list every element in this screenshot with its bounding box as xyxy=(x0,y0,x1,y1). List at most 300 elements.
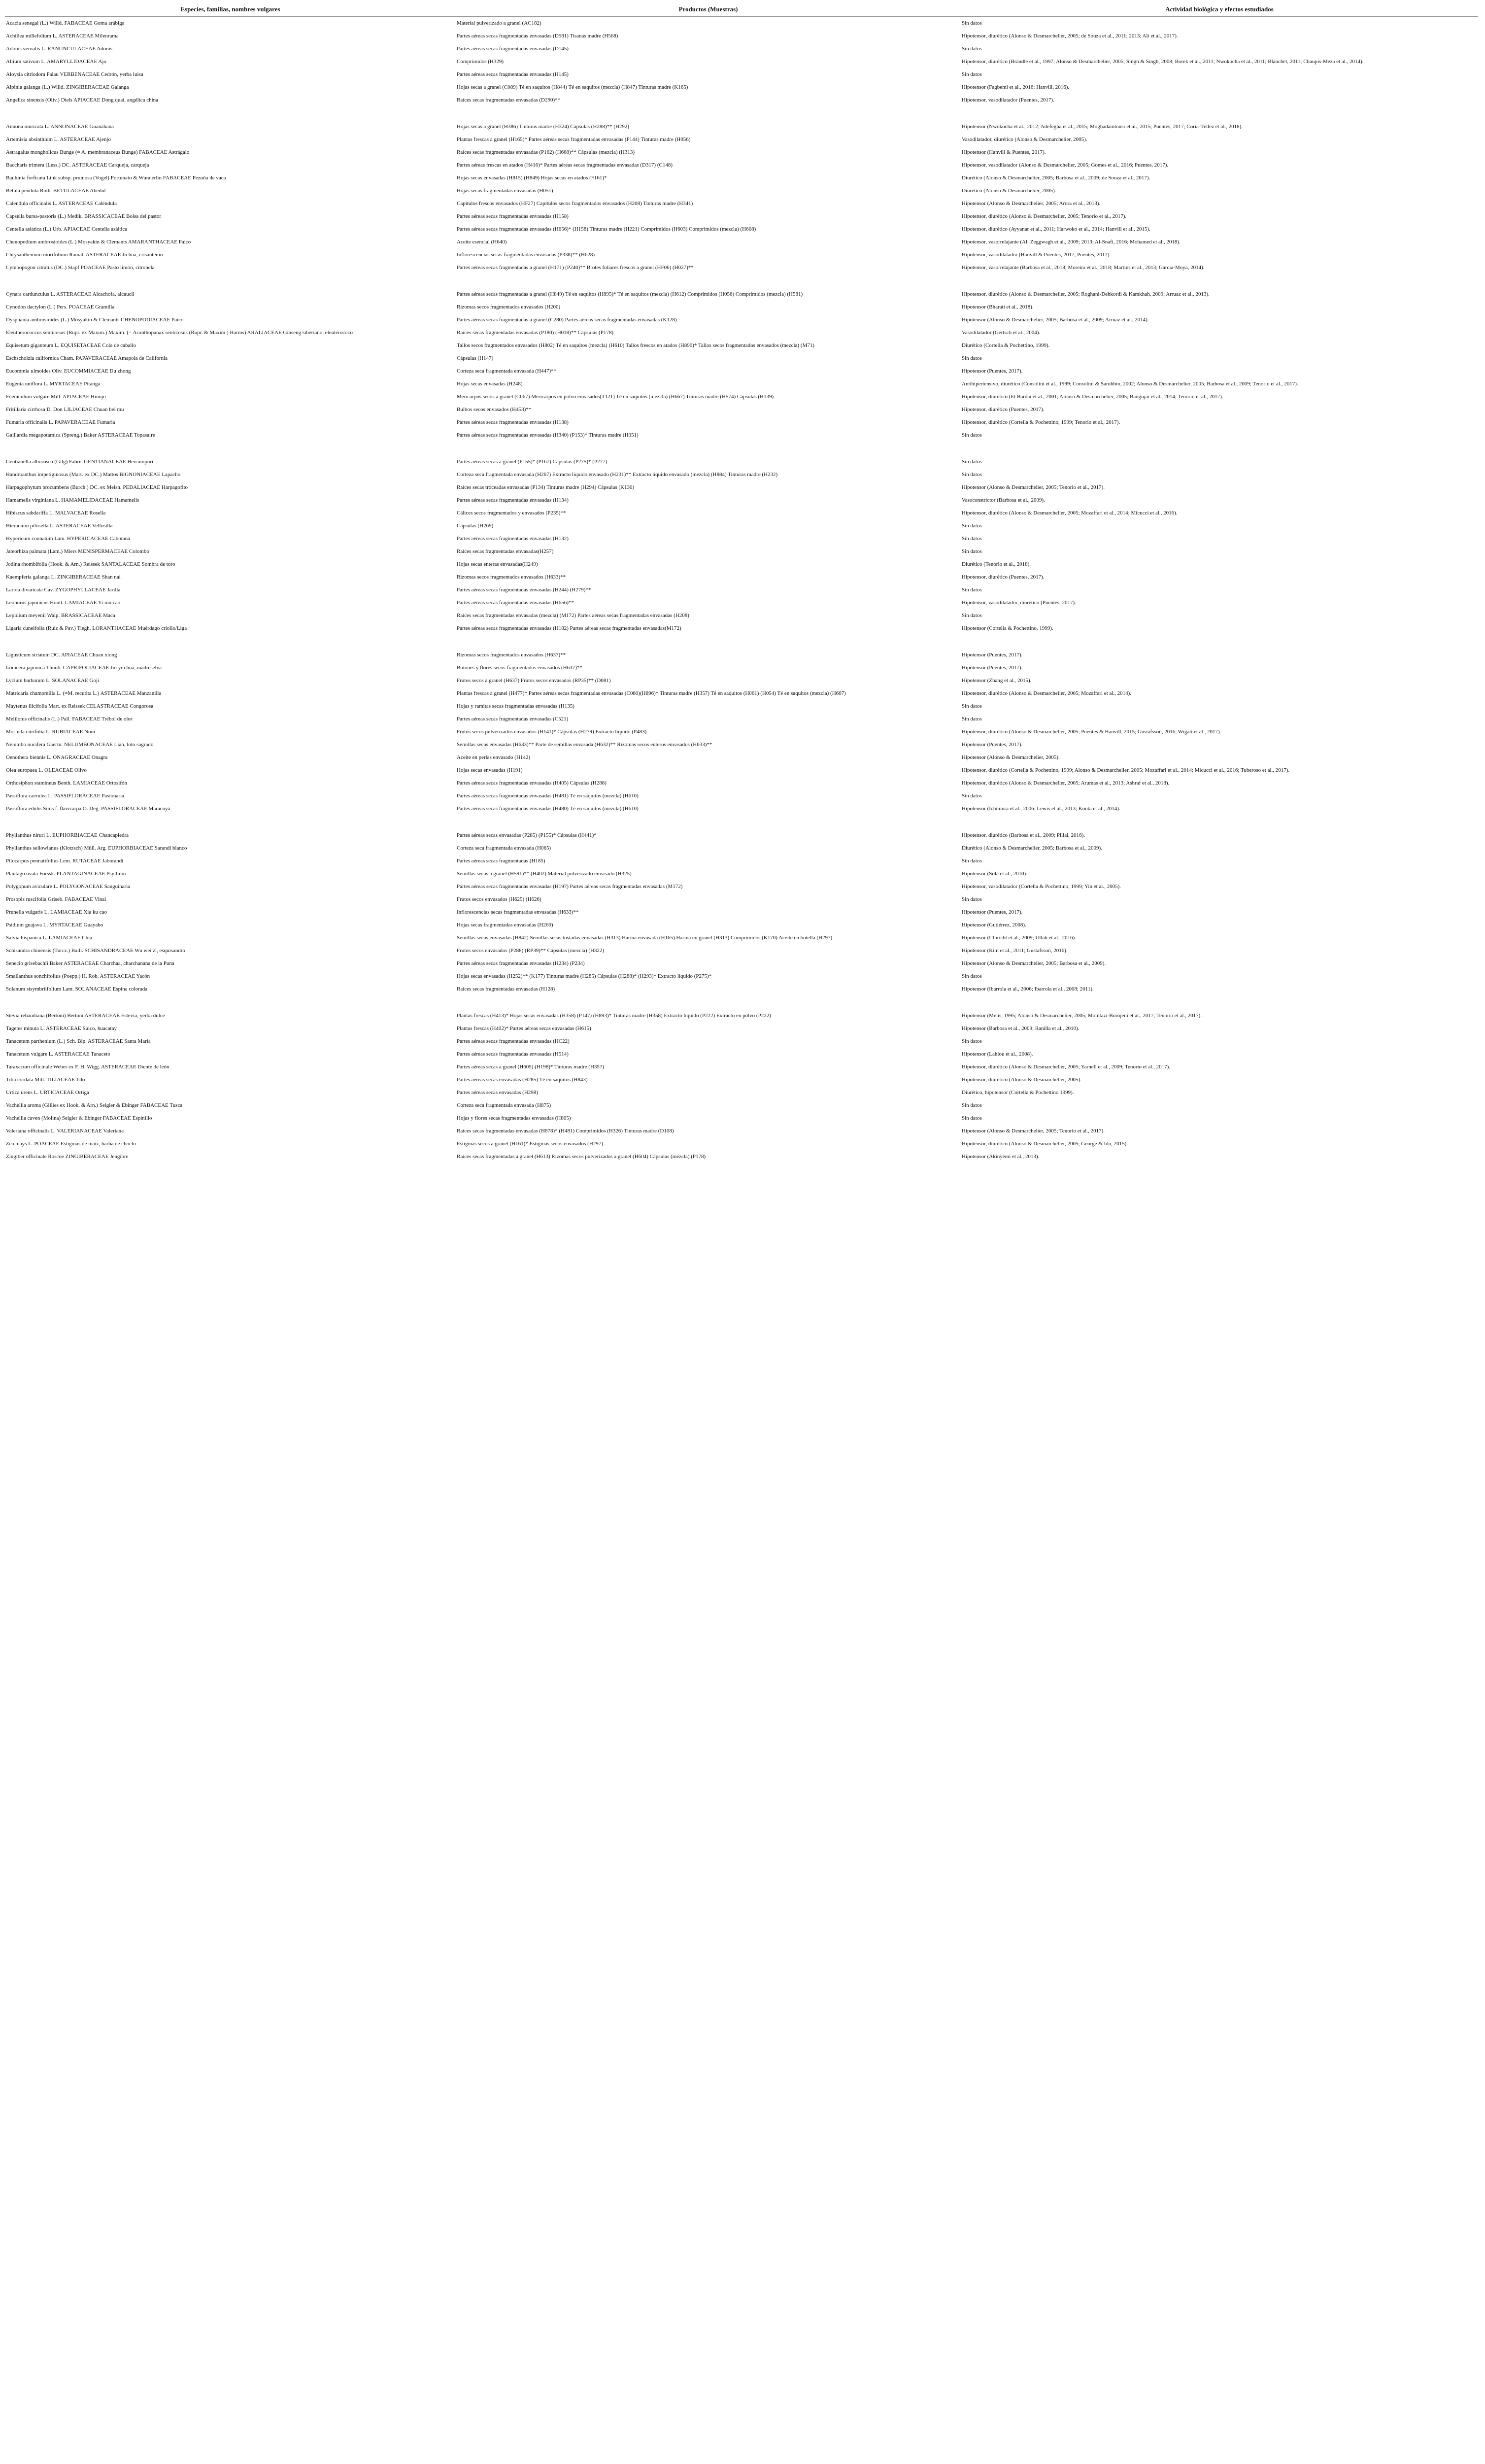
activity-cell: Vasodilatador, diurético (Alonso & Desmarchelier, 2005). xyxy=(962,137,1087,142)
products-cell: Partes aéreas secas fragmentadas a granel (C280) Partes aéreas secas fragmentadas envasadas (K128) xyxy=(457,317,677,323)
species-cell: Gaillardia megapotamica (Spreng.) Baker ASTERACEAE Topasaire xyxy=(6,432,155,438)
species-cell: Lycium barbarum L. SOLANACEAE Goji xyxy=(6,678,100,684)
activity-cell: Hipotensor (Zhang et al., 2015). xyxy=(962,678,1032,684)
table-row xyxy=(5,365,1478,377)
activity-cell: Sin datos xyxy=(962,1115,982,1121)
table-row xyxy=(5,120,1478,133)
products-cell: Partes aéreas frescas en atados (H416)* Partes aéreas secas fragmentadas envasadas (D317) (C148) xyxy=(457,162,673,168)
table-row xyxy=(5,416,1478,429)
products-cell: Frutos secos a granel (H637) Frutos secos envasados (RP35)** (D081) xyxy=(457,678,611,684)
spacer-cell xyxy=(5,995,1478,1009)
table-row xyxy=(5,802,1478,815)
products-cell: Semillas secas envasadas (H842) Semillas secas tostadas envasadas (H313) Harina envasada (H165) Harina en granel (H313) Comprimidos (K170) Aceite en botella (H297) xyxy=(457,935,833,941)
products-cell: Hojas secas envasadas (H191) xyxy=(457,767,523,773)
species-cell: Eschscholzia californica Cham. PAPAVERACEAE Amapola de California xyxy=(6,355,168,361)
products-cell: Partes aéreas secas fragmentadas envasadas (H340) (P153)* Tinturas madre (H051) xyxy=(457,432,639,438)
activity-cell: Hipotensor (Nwokocha et al., 2012; Adefegha et al., 2015; Moghadamtousi et al., 2015; Puentes, 2017; Coria-Téllez et al., 2018). xyxy=(962,124,1243,130)
activity-cell: Hipotensor, diurético (Puentes, 2017). xyxy=(962,574,1045,580)
table-row xyxy=(5,596,1478,609)
activity-cell: Sin datos xyxy=(962,793,982,799)
species-table xyxy=(5,4,1478,1163)
products-cell: Partes aéreas secas envasadas (P285) (P155)* Cápsulas (H441)* xyxy=(457,832,597,838)
products-cell: Partes aéreas secas fragmentadas envasadas (H158) xyxy=(457,213,569,219)
products-cell: Corteza seca fragmentada envasada (H065) xyxy=(457,845,551,851)
species-cell: Morinda citrifolia L. RUBIACEAE Noni xyxy=(6,729,96,735)
activity-cell: Sin datos xyxy=(962,716,982,722)
activity-cell: Sin datos xyxy=(962,20,982,26)
table-row xyxy=(5,223,1478,236)
activity-cell: Hipotensor, diurético (Cortella & Pochettino, 1999; Alonso & Desmarchelier, 2005; Mozaffari et al., 2014; Micucci et al., 2016; Tuberoso et al., 2017). xyxy=(962,767,1290,773)
species-cell: Dysphania ambrosioides (L.) Mosyakin & Clemants CHENOPODIACEAE Paico xyxy=(6,317,184,323)
species-cell: Eucommia ulmoides Oliv. EUCOMMIACEAE Du zhong xyxy=(6,368,131,374)
activity-cell: Hipotensor, diurético (Alonso & Desmarchelier, 2005). xyxy=(962,1077,1081,1083)
species-cell: Gentianella alborosea (Gilg) Fabris GENTIANACEAE Hercampuri xyxy=(6,459,154,465)
products-cell: Partes aéreas secas fragmentadas envasadas (D581) Tisanas madre (H568) xyxy=(457,33,618,39)
table-row xyxy=(5,931,1478,944)
products-cell: Partes aéreas secas fragmentadas envasadas (H182) Partes aéreas secas fragmentadas envasadas(M172) xyxy=(457,625,681,631)
species-cell: Leonurus japonicus Houtt. LAMIACEAE Yi mu cao xyxy=(6,600,121,606)
table-row xyxy=(5,725,1478,738)
table-row xyxy=(5,558,1478,571)
products-cell: Inflorescencias secas fragmentadas envasadas (P338)** (H628) xyxy=(457,252,595,258)
table-row xyxy=(5,983,1478,995)
table-row xyxy=(5,390,1478,403)
products-cell: Rizomas secos fragmentados envasados (H633)** xyxy=(457,574,566,580)
species-cell: Nelumbo nucifera Gaertn. NELUMBONACEAE Lian, loto sagrado xyxy=(6,742,154,748)
activity-cell: Hipotensor (Puentes, 2017). xyxy=(962,652,1023,658)
activity-cell: Hipotensor (Hanvill & Puentes, 2017). xyxy=(962,149,1046,155)
species-cell: Prosopis ruscifolia Griseb. FABACEAE Vinal xyxy=(6,896,106,902)
products-cell: Partes aéreas secas fragmentadas envasadas (D145) xyxy=(457,46,569,52)
products-cell: Frutos secos envasados (P288) (RP39)** Cápsulas (mezcla) (H322) xyxy=(457,948,605,954)
activity-cell: Hipotensor, diurético (Ayyanar et al., 2011; Harwoko et al., 2014; Hanvill et al., 2015). xyxy=(962,226,1150,232)
activity-cell: Hipotensor (Lahlou et al., 2008). xyxy=(962,1051,1033,1057)
species-cell: Orthosiphon stamineus Benth. LAMIACEAE Ortosifón xyxy=(6,780,127,786)
activity-cell: Hipotensor, vasodilatador (Cortella & Pochettino, 1999; Yin et al., 2005). xyxy=(962,884,1121,890)
products-cell: Raíces secas troceadas envasadas (P134) Tinturas madre (H294) Cápsulas (K130) xyxy=(457,484,635,490)
table-row xyxy=(5,468,1478,481)
table-row xyxy=(5,17,1478,30)
table-row xyxy=(5,1022,1478,1035)
table-row xyxy=(5,352,1478,365)
activity-cell: Hipotensor, diurético (Cortella & Pochettino, 1999; Tenorio et al., 2017). xyxy=(962,419,1120,425)
table-row xyxy=(5,751,1478,764)
species-cell: Vachellia aroma (Gillies ex Hook. & Arn.) Seigler & Ebinger FABACEAE Tusca xyxy=(6,1102,183,1108)
species-cell: Tilia cordata Mill. TILIACEAE Tilo xyxy=(6,1077,85,1083)
activity-cell: Hipotensor, diurético (Alonso & Desmarchelier, 2005; Tenorio et al., 2017). xyxy=(962,213,1127,219)
table-row xyxy=(5,789,1478,802)
activity-cell: Sin datos xyxy=(962,459,982,465)
activity-cell: Hipotensor (Ulbricht et al., 2009; Ullah et al., 2016). xyxy=(962,935,1076,941)
activity-cell: Hipotensor (Melis, 1995; Alonso & Desmarchelier, 2005; Momtazi-Borojeni et al., 2017; Tenorio et al., 2017). xyxy=(962,1013,1202,1019)
activity-cell: Sin datos xyxy=(962,613,982,618)
products-cell: Partes aéreas secas fragmentadas a granel (H171) (P240)** Brotes foliares frescos a granel (HF06) (H027)** xyxy=(457,265,694,271)
table-row xyxy=(5,842,1478,855)
products-cell: Capítulos frescos envasados (HF27) Capítulos secos fragmentados envasados (H208) Tinturas madre (H341) xyxy=(457,201,693,206)
species-cell: Salvia hispanica L. LAMIACEAE Chía xyxy=(6,935,93,941)
header-row xyxy=(5,4,1478,17)
products-cell: Partes aéreas secas fragmentadas envasadas (H480) Té en saquitos (mezcla) (H610) xyxy=(457,806,639,812)
table-row xyxy=(5,893,1478,906)
products-cell: Estigmas secos a granel (H161)* Estigmas secos envasados (H297) xyxy=(457,1141,603,1147)
activity-cell: Sin datos xyxy=(962,355,982,361)
spacer-cell xyxy=(5,106,1478,120)
products-cell: Hojas secas enteras envasadas(H249) xyxy=(457,561,538,567)
spacer-cell xyxy=(5,815,1478,829)
products-cell: Partes aéreas secas fragmentadas envasadas (C521) xyxy=(457,716,569,722)
activity-cell: Sin datos xyxy=(962,703,982,709)
products-cell: Partes aéreas secas fragmentadas a granel (H849) Té en saquitos (H895)* Té en saquitos (mezcla) (H612) Comprimidos (H056) Comprimidos (mezcla) (H581) xyxy=(457,291,803,297)
table-row xyxy=(5,236,1478,248)
table-row xyxy=(5,1009,1478,1022)
activity-cell: Hipotensor (Kim et al., 2011; Gustafsson, 2016). xyxy=(962,948,1068,954)
activity-cell: Hipotensor (Alonso & Desmarchelier, 2005; Tenorio et al., 2017). xyxy=(962,1128,1105,1134)
activity-cell: Sin datos xyxy=(962,71,982,77)
table-row xyxy=(5,1061,1478,1073)
species-cell: Tagetes minuta L. ASTERACEAE Suico, huacatay xyxy=(6,1026,117,1031)
products-cell: Partes aéreas secas fragmentadas envasadas (H244) (H279)** xyxy=(457,587,591,593)
activity-cell: Hipotensor, vasodilatador (Puentes, 2017). xyxy=(962,97,1054,103)
species-cell: Olea europaea L. OLEACEAE Olivo xyxy=(6,767,87,773)
species-cell: Passiflora caerulea L. PASSIFLORACEAE Pasionaria xyxy=(6,793,125,799)
activity-cell: Vasodilatador (Gertsch et al., 2004). xyxy=(962,330,1041,336)
table-row xyxy=(5,429,1478,442)
species-cell: Kaempferia galanga L. ZINGIBERACEAE Shan nai xyxy=(6,574,121,580)
species-cell: Passiflora edulis Sims f. flavicarpa O. Deg. PASSIFLORACEAE Maracuyá xyxy=(6,806,170,812)
table-row xyxy=(5,197,1478,210)
species-cell: Hibiscus sabdariffa L. MALVACEAE Rosella xyxy=(6,510,106,516)
products-cell: Hojas y flores secas fragmentadas envasadas (H805) xyxy=(457,1115,571,1121)
activity-cell: Hipotensor, diurético (Alonso & Desmarchelier, 2005; Arumas et al., 2013; Ashraf et al., 2018). xyxy=(962,780,1170,786)
activity-cell: Sin datos xyxy=(962,896,982,902)
species-cell: Ligaria cuneifolia (Ruiz & Pav.) Tiegh. LORANTHACEAE Muérdago criollo/Liga xyxy=(6,625,187,631)
species-cell: Solanum sisymbriifolium Lam. SOLANACEAE Espina colorada xyxy=(6,986,148,992)
species-cell: Acacia senegal (L.) Willd. FABACEAE Goma arábiga xyxy=(6,20,125,26)
products-cell: Hojas secas envasadas (H252)** (K177) Tinturas madre (H285) Cápsulas (H288)* (H293)* Extracto líquido (P275)* xyxy=(457,973,712,979)
table-row xyxy=(5,1048,1478,1061)
activity-cell: Hipotensor (Alonso & Desmarchelier, 2005; Barbosa et al., 2009; Arruaz et al., 2014). xyxy=(962,317,1149,323)
species-cell: Adonis vernalis L. RANUNCULACEAE Adonis xyxy=(6,46,113,52)
table-row xyxy=(5,738,1478,751)
activity-cell: Sin datos xyxy=(962,548,982,554)
activity-cell: Hipotensor (Puentes, 2017). xyxy=(962,368,1023,374)
products-cell: Partes aéreas secas envasadas (H285) Té en saquitos (H843) xyxy=(457,1077,588,1083)
species-cell: Ligusticum striatum DC. APIACEAE Chuan xiong xyxy=(6,652,117,658)
header-activity: Actividad biológica y efectos estudiados xyxy=(961,4,1478,17)
table-row xyxy=(5,777,1478,789)
table-row xyxy=(5,764,1478,777)
products-cell: Corteza seca fragmentada envasada (H267) Extracto líquido envasado (H231)** Extracto líquido envasado (mezcla) (H884) Tinturas madre (H232) xyxy=(457,472,778,478)
activity-cell: Hipotensor, vasodilatador (Alonso & Desmarchelier, 2005; Gomes et al., 2016; Puentes, 2017). xyxy=(962,162,1169,168)
products-cell: Partes aéreas secas fragmentadas envasadas (H405) Cápsulas (H288) xyxy=(457,780,607,786)
products-cell: Hojas secas fragmentadas envasadas (H260) xyxy=(457,922,553,928)
species-cell: Betula pendula Roth. BETULACEAE Abedul xyxy=(6,188,106,194)
table-row xyxy=(5,1112,1478,1125)
activity-cell: Diurético (Alonso & Desmarchelier, 2005; Barbosa et al., 2009). xyxy=(962,845,1102,851)
activity-cell: Hipotensor, vasorrelajante (Ali Zeggwagh et al., 2009; 2013; Al-Snafi, 2016; Mohamed et al., 2018). xyxy=(962,239,1181,245)
spacer-row xyxy=(5,106,1478,120)
activity-cell: Hipotensor (Alonso & Desmarchelier, 2005; Arora et al., 2013). xyxy=(962,201,1101,206)
species-cell: Maytenus ilicifolia Mart. ex Reissek CELASTRACEAE Congorosa xyxy=(6,703,154,709)
activity-cell: Hipotensor (Barbosa et al., 2009; Ranilla et al., 2010). xyxy=(962,1026,1080,1031)
activity-cell: Antihipertensivo, diurético (Consolini et al., 1999; Consolini & Sarubbio, 2002; Alonso & Desmarchelier, 2005; Barbosa et al., 2009; Tenorio et al., 2017). xyxy=(962,381,1298,387)
table-row xyxy=(5,829,1478,842)
activity-cell: Hipotensor, diurético (Barbosa et al., 2009; Pillai, 2016). xyxy=(962,832,1085,838)
species-cell: Hieracium pilosella L. ASTERACEAE Vellosilla xyxy=(6,523,113,529)
table-row xyxy=(5,906,1478,919)
products-cell: Partes aéreas secas fragmentadas envasadas (H132) xyxy=(457,536,569,542)
table-row xyxy=(5,68,1478,81)
table-row xyxy=(5,1137,1478,1150)
activity-cell: Hipotensor, diurético (Alonso & Desmarchelier, 2005; de Souza et al., 2011; 2013; Ali et al., 2017). xyxy=(962,33,1178,39)
table-row xyxy=(5,674,1478,687)
species-cell: Astragalus mongholicus Bunge (= A. membranaceus Bunge) FABACEAE Astrágalo xyxy=(6,149,190,155)
species-cell: Hamamelis virginiana L. HAMAMELIDACEAE Hamamelis xyxy=(6,497,139,503)
table-row xyxy=(5,507,1478,519)
table-row xyxy=(5,42,1478,55)
activity-cell: Diurético (Tenorio et al., 2018). xyxy=(962,561,1031,567)
products-cell: Plantas frescas a granel (H165)* Partes aéreas secas fragmentadas envasadas (P144) Tinturas madre (H056) xyxy=(457,137,691,142)
table-row xyxy=(5,184,1478,197)
products-cell: Material pulverizado a granel (AC182) xyxy=(457,20,541,26)
products-cell: Raíces secas fragmentadas envasadas (P162) (H668)** Cápsulas (mezcla) (H313) xyxy=(457,149,635,155)
table-body xyxy=(5,17,1478,1164)
species-cell: Artemisia absinthium L. ASTERACEAE Ajenjo xyxy=(6,137,111,142)
products-cell: Cápsulas (H147) xyxy=(457,355,494,361)
products-cell: Aceite en perlas envasado (H142) xyxy=(457,754,531,760)
species-cell: Bauhinia forficata Link subsp. pruinosa (Vogel) Fortunato & Wunderlin FABACEAE Pezuña de vaca xyxy=(6,175,226,181)
species-cell: Harpagophytum procumbens (Burch.) DC. ex Meisn. PEDALIACEAE Harpagofito xyxy=(6,484,188,490)
table-row xyxy=(5,622,1478,635)
products-cell: Partes aéreas secas fragmentadas envasadas (H197) Partes aéreas secas fragmentadas envasadas (M172) xyxy=(457,884,683,890)
table-row xyxy=(5,494,1478,507)
species-cell: Zingiber officinale Roscoe ZINGIBERACEAE Jengibre xyxy=(6,1154,129,1160)
table-row xyxy=(5,326,1478,339)
species-cell: Handroanthus impetiginosus (Mart. ex DC.) Mattos BIGNONIACEAE Lapacho xyxy=(6,472,181,478)
spacer-row xyxy=(5,274,1478,288)
species-cell: Prunella vulgaris L. LAMIACEAE Xia ku cao xyxy=(6,909,107,915)
products-cell: Raíces secas fragmentadas envasadas (P180) (H018)** Cápsulas (P178) xyxy=(457,330,613,336)
species-cell: Cynara cardunculus L. ASTERACEAE Alcachofa, alcaucil xyxy=(6,291,135,297)
activity-cell: Sin datos xyxy=(962,536,982,542)
products-cell: Hojas secas envasadas (H815) (H849) Hojas secas en atados (F161)* xyxy=(457,175,607,181)
products-cell: Plantas frescas (H413)* Hojas secas envasadas (H358) (P147) (H893)* Tinturas madre (H358) Extracto líquido (P222) Extracto en polvo (P222) xyxy=(457,1013,771,1019)
table-row xyxy=(5,532,1478,545)
species-cell: Plantago ovata Forssk. PLANTAGINACEAE Psyllium xyxy=(6,871,126,877)
activity-cell: Hipotensor (Alonso & Desmarchelier, 2005). xyxy=(962,754,1060,760)
table-row xyxy=(5,481,1478,494)
activity-cell: Hipotensor, vasodilatador, diurético (Puentes, 2017). xyxy=(962,600,1076,606)
spacer-row xyxy=(5,815,1478,829)
products-cell: Comprimidos (H329) xyxy=(457,59,504,65)
species-cell: Phyllanthus sellowianus (Klotzsch) Müll. Arg. EUPHORBIACEAE Sarandí blanco xyxy=(6,845,187,851)
products-cell: Semillas secas envasadas (H633)** Parte de semillas envasada (H632)** Rizomas secos enteros envasados (H633)** xyxy=(457,742,712,748)
activity-cell: Hipotensor (Gutiérrez, 2008). xyxy=(962,922,1026,928)
products-cell: Partes aéreas secas fragmentadas envasadas (H138) xyxy=(457,419,569,425)
products-cell: Cápsulas (H269) xyxy=(457,523,494,529)
table-row xyxy=(5,81,1478,94)
activity-cell: Hipotensor (Alonso & Desmarchelier, 2005; Barbosa et al., 2009). xyxy=(962,960,1106,966)
species-cell: Foeniculum vulgare Mill. APIACEAE Hinojo xyxy=(6,394,106,400)
species-cell: Annona muricata L. ANNONACEAE Guanábana xyxy=(6,124,114,130)
spacer-cell xyxy=(5,442,1478,455)
activity-cell: Hipotensor (Akinyemi et al., 2013). xyxy=(962,1154,1040,1160)
activity-cell: Hipotensor (Sola et al., 2010). xyxy=(962,871,1027,877)
products-cell: Rizomas secos fragmentados envasados (H637)** xyxy=(457,652,566,658)
activity-cell: Hipotensor (Puentes, 2017). xyxy=(962,909,1023,915)
activity-cell: Sin datos xyxy=(962,472,982,478)
species-cell: Alpinia galanga (L.) Willd. ZINGIBERACEAE Galanga xyxy=(6,84,129,90)
table-row xyxy=(5,1086,1478,1099)
species-cell: Chrysanthemum morifolium Ramat. ASTERACEAE Ju hua, crisantemo xyxy=(6,252,163,258)
spacer-row xyxy=(5,635,1478,649)
species-cell: Lepidium meyenii Walp. BRASSICACEAE Maca xyxy=(6,613,115,618)
species-cell: Cymbopogon citratus (DC.) Stapf POACEAE Pasto limón, citronela xyxy=(6,265,155,271)
table-row xyxy=(5,919,1478,931)
activity-cell: Hipotensor (Puentes, 2017). xyxy=(962,665,1023,671)
products-cell: Raíces secas fragmentadas envasadas (H128) xyxy=(457,986,555,992)
activity-cell: Hipotensor, diurético (Puentes, 2017). xyxy=(962,407,1045,412)
species-cell: Tanacetum vulgare L. ASTERACEAE Tanaceto xyxy=(6,1051,110,1057)
table-row xyxy=(5,944,1478,957)
species-cell: Oenothera biennis L. ONAGRACEAE Onagra xyxy=(6,754,108,760)
products-cell: Inflorescencias secas fragmentadas envasadas (H633)** xyxy=(457,909,579,915)
products-cell: Frutos secos envasados (H625) (H626) xyxy=(457,896,541,902)
activity-cell: Hipotensor (Cortella & Pochettino, 1999). xyxy=(962,625,1053,631)
species-cell: Senecio grisebachii Baker ASTERACEAE Charchaa, charchanana de la Puna xyxy=(6,960,174,966)
products-cell: Raíces secas fragmentadas envasadas (H878)* (H481) Comprimidos (H326) Tinturas madre (D108) xyxy=(457,1128,674,1134)
products-cell: Raíces secas fragmentadas envasadas(H257) xyxy=(457,548,554,554)
products-cell: Bulbos secos envasados (H453)** xyxy=(457,407,532,412)
products-cell: Frutos secos pulverizados envasados (H141)* Cápsulas (H279) Extracto líquido (P483) xyxy=(457,729,647,735)
activity-cell: Hipotensor (Bharati et al., 2018). xyxy=(962,304,1034,310)
spacer-cell xyxy=(5,274,1478,288)
species-cell: Eleutherococcus senticosus (Rupr. ex Maxim.) Maxim. (= Acanthopanax senticosus (Rupr. & Maxim.) Harms) ARALIACEAE Ginseng siberiano, eleuterococo xyxy=(6,330,353,336)
products-cell: Tallos secos fragmentados envasados (H802) Té en saquitos (mezcla) (H610) Tallos frescos en atados (H890)* Tallos secos fragmentados envasados (mezcla) (M71) xyxy=(457,342,814,348)
species-cell: Hypericum connatum Lam. HYPERICACEAE Cabotaná xyxy=(6,536,131,542)
species-cell: Lonicera japonica Thunb. CAPRIFOLIACEAE Jin yin hua, madreselva xyxy=(6,665,162,671)
products-cell: Partes aéreas secas fragmentadas envasadas (H234) (P234) xyxy=(457,960,585,966)
products-cell: Aceite esencial (H640) xyxy=(457,239,507,245)
activity-cell: Sin datos xyxy=(962,587,982,593)
species-cell: Matricaria chamomilla L. (=M. recutita L.) ASTERACEAE Manzanilla xyxy=(6,690,162,696)
table-row xyxy=(5,649,1478,661)
table-row xyxy=(5,377,1478,390)
activity-cell: Hipotensor, diurético (Alonso & Desmarchelier, 2005; Yarnell et al., 2009; Tenorio et al., 2017). xyxy=(962,1064,1171,1070)
table-row xyxy=(5,55,1478,68)
products-cell: Hojas secas envasadas (H248) xyxy=(457,381,523,387)
species-cell: Fritillaria cirrhosa D. Don LILIACEAE Chuan bei mu xyxy=(6,407,124,412)
species-cell: Taraxacum officinale Weber ex F. H. Wigg. ASTERACEAE Diente de león xyxy=(6,1064,169,1070)
species-cell: Allium sativum L. AMARYLLIDACEAE Ajo xyxy=(6,59,106,65)
species-cell: Melilotus officinalis (L.) Pall. FABACEAE Trébol de olor xyxy=(6,716,133,722)
activity-cell: Hipotensor (Fagbemi et al., 2016; Hanvill, 2016). xyxy=(962,84,1070,90)
species-cell: Centella asiatica (L.) Urb. APIACEAE Centella asiática xyxy=(6,226,128,232)
table-row xyxy=(5,288,1478,301)
activity-cell: Hipotensor, diurético (Brändle et al., 1997; Alonso & Desmarchelier, 2005; Singh & Singh, 2008; Borek et al., 2011; Nwokocha et al., 2011; Blanchet, 2011; Chaupis-Meza et al., 2014). xyxy=(962,59,1364,65)
table-row xyxy=(5,210,1478,223)
table-row xyxy=(5,583,1478,596)
activity-cell: Hipotensor (Ichimura et al., 2006; Lewis et al., 2013; Konta et al., 2014). xyxy=(962,806,1120,812)
table-row xyxy=(5,957,1478,970)
products-cell: Raíces secas fragmentadas envasadas (D290)** xyxy=(457,97,561,103)
header-species: Especies, familias, nombres vulgares xyxy=(5,4,456,17)
species-cell: Pilocarpus pennatifolius Lem. RUTACEAE Jaborandi xyxy=(6,858,124,864)
table-row xyxy=(5,403,1478,416)
products-cell: Semillas secas a granel (H591)** (H402) Material pulverizado envasado (H325) xyxy=(457,871,632,877)
species-cell: Angelica sinensis (Oliv.) Diels APIACEAE Dong quai, angélica china xyxy=(6,97,159,103)
products-cell: Corteza seca fragmentada envasada (H447)** xyxy=(457,368,557,374)
activity-cell: Sin datos xyxy=(962,1038,982,1044)
species-cell: Chenopodium ambrosioides (L.) Mosyakin & Clemants AMARANTHACEAE Paico xyxy=(6,239,191,245)
activity-cell: Diurético (Alonso & Desmarchelier, 2005; Barbosa et al., 2009; de Souza et al., 2017). xyxy=(962,175,1150,181)
species-cell: Jateorhiza palmata (Lam.) Miers MENISPERMACEAE Colombo xyxy=(6,548,149,554)
species-cell: Vachellia caven (Molina) Seigler & Ebinger FABACEAE Espinillo xyxy=(6,1115,152,1121)
spacer-cell xyxy=(5,635,1478,649)
table-row xyxy=(5,1125,1478,1137)
table-row xyxy=(5,301,1478,313)
activity-cell: Hipotensor (Alonso & Desmarchelier, 2005; Tenorio et al., 2017). xyxy=(962,484,1105,490)
products-cell: Hojas secas a granel (C089) Té en saquitos (H844) Té en saquitos (mezcla) (H847) Tinturas madre (K165) xyxy=(457,84,688,90)
species-cell: Capsella bursa-pastoris (L.) Medik. BRASSICACEAE Bolsa del pastor xyxy=(6,213,161,219)
products-cell: Plantas frescas a granel (H477)* Partes aéreas secas fragmentadas envasadas (C080)(H896)* Tinturas madre (H357) Té en saquitos (H061) (H054) Té en saquitos (mezcla) (H667) xyxy=(457,690,846,696)
products-cell: Hojas secas fragmentadas envasadas (H051) xyxy=(457,188,553,194)
table-row xyxy=(5,1035,1478,1048)
activity-cell: Hipotensor (Puentes, 2017). xyxy=(962,742,1023,748)
table-row xyxy=(5,159,1478,171)
species-cell: Larrea divaricata Cav. ZYGOPHYLLACEAE Jarilla xyxy=(6,587,121,593)
table-row xyxy=(5,261,1478,274)
table-row xyxy=(5,94,1478,106)
activity-cell: Hipotensor, vasodilatador (Hanvill & Puentes, 2017; Puentes, 2017). xyxy=(962,252,1111,258)
activity-cell: Diurético, hipotensor (Cortella & Pochettino 1999). xyxy=(962,1090,1074,1095)
table-row xyxy=(5,970,1478,983)
table-row xyxy=(5,30,1478,42)
activity-cell: Sin datos xyxy=(962,432,982,438)
products-cell: Partes aéreas secas a granel (H605) (H198)* Tinturas madre (H357) xyxy=(457,1064,605,1070)
species-cell: Cynodon dactylon (L.) Pers. POACEAE Gramilla xyxy=(6,304,115,310)
activity-cell: Hipotensor (Ibarrola et al., 2006; Ibarrola et al., 2008; 2011). xyxy=(962,986,1094,992)
table-row xyxy=(5,1073,1478,1086)
products-cell: Partes aéreas secas fragmentadas envasadas (H134) xyxy=(457,497,569,503)
activity-cell: Sin datos xyxy=(962,1102,982,1108)
table-row xyxy=(5,713,1478,725)
products-cell: Partes aéreas secas fragmentadas envasadas (H514) xyxy=(457,1051,569,1057)
products-cell: Partes aéreas secas a granel (P155)* (P167) Cápsulas (P275)* (P277) xyxy=(457,459,608,465)
activity-cell: Hipotensor, diurético (Alonso & Desmarchelier, 2005; Mozaffari et al., 2014). xyxy=(962,690,1132,696)
table-row xyxy=(5,700,1478,713)
activity-cell: Vasoconstrictor (Barbosa et al., 2009). xyxy=(962,497,1045,503)
species-cell: Psidium guajava L. MYRTACEAE Guayabo xyxy=(6,922,103,928)
species-cell: Baccharis trimera (Less.) DC. ASTERACEAE Carqueja, carqueja xyxy=(6,162,149,168)
products-cell: Partes aéreas secas fragmentadas (H185) xyxy=(457,858,545,864)
table-row xyxy=(5,313,1478,326)
table-row xyxy=(5,133,1478,146)
products-cell: Plantas frescas (H402)* Partes aéreas secas envasadas (H615) xyxy=(457,1026,591,1031)
species-cell: Fumaria officinalis L. PAPAVERACEAE Fumaria xyxy=(6,419,115,425)
products-cell: Partes aéreas secas fragmentadas envasadas (H656)* (H158) Tinturas madre (H221) Comprimidos (H603) Comprimidos (mezcla) (H608) xyxy=(457,226,756,232)
activity-cell: Sin datos xyxy=(962,858,982,864)
species-cell: Eugenia uniflora L. MYRTACEAE Pitanga xyxy=(6,381,101,387)
products-cell: Partes aéreas secas fragmentadas envasadas (H481) Té en saquitos (mezcla) (H610) xyxy=(457,793,639,799)
activity-cell: Diurético (Cortella & Pochettino, 1999). xyxy=(962,342,1050,348)
products-cell: Mericarpos secos a granel (C067) Mericarpos en polvo envasados(T121) Té en saquitos (mezcla) (H667) Tinturas madre (H574) Cápsulas (H139) xyxy=(457,394,774,400)
products-cell: Cálices secos fragmentados y envasados (P235)** xyxy=(457,510,566,516)
activity-cell: Hipotensor, diurético (Alonso & Desmarchelier, 2005; Mozaffari et al., 2014; Micucci et al., 2016). xyxy=(962,510,1178,516)
table-row xyxy=(5,867,1478,880)
products-cell: Botones y flores secos fragmentados envasados (H637)** xyxy=(457,665,582,671)
table-row xyxy=(5,146,1478,159)
